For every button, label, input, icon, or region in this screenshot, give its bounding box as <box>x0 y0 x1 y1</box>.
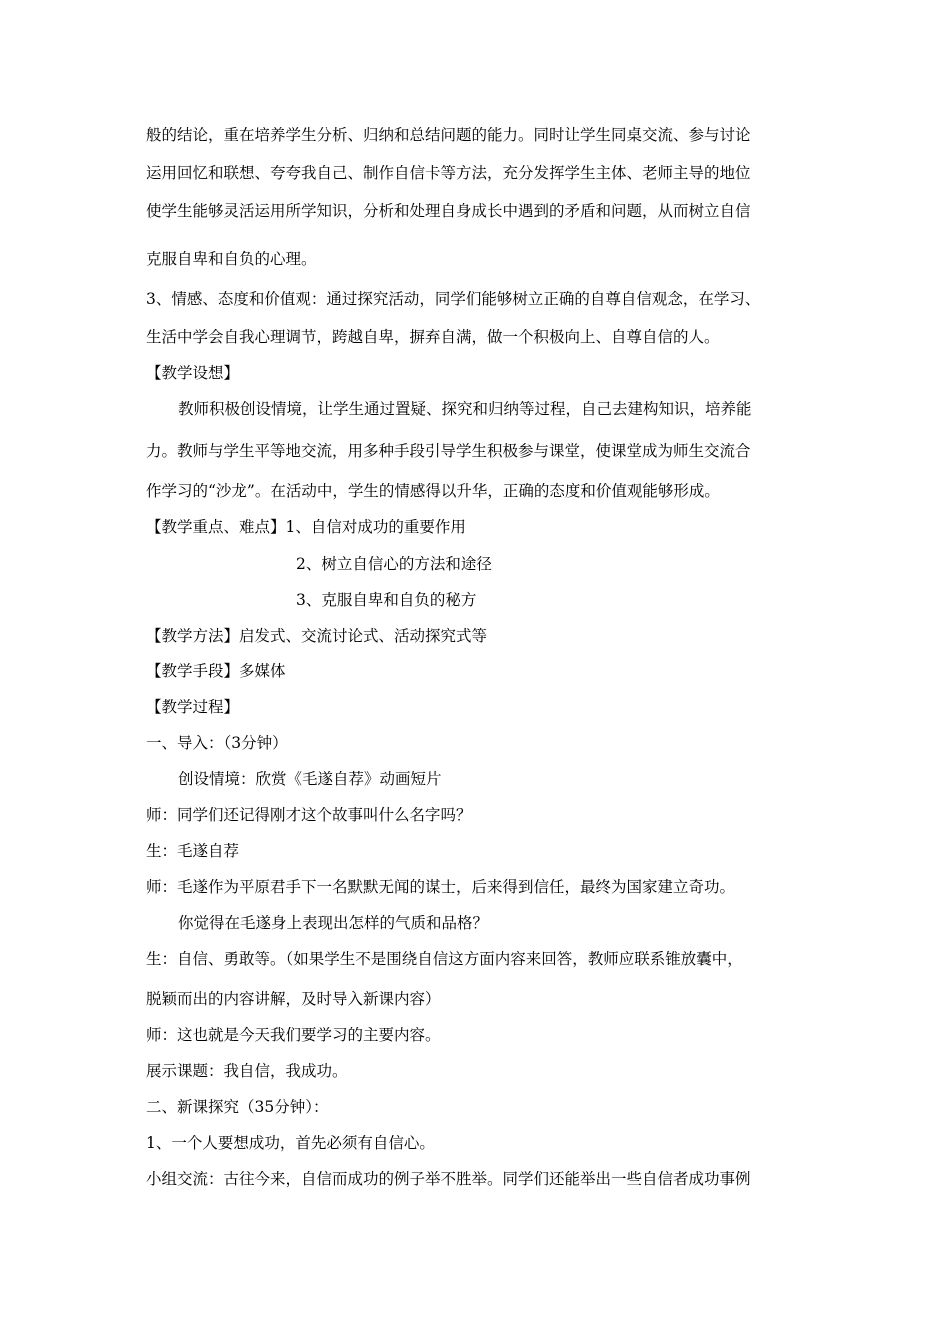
section-heading: 【教学手段】多媒体 <box>146 662 286 680</box>
text-line: 生：毛遂自荐 <box>146 842 240 860</box>
text-line: 师：这也就是今天我们要学习的主要内容。 <box>146 1026 441 1044</box>
text-line: 1、一个人要想成功，首先必须有自信心。 <box>146 1134 435 1152</box>
text-line: 你觉得在毛遂身上表现出怎样的气质和品格？ <box>178 914 489 932</box>
text-line: 运用回忆和联想、夸夸我自己、制作自信卡等方法，充分发挥学生主体、老师主导的地位 <box>146 164 751 182</box>
section-heading: 【教学过程】 <box>146 698 240 716</box>
text-line: 展示课题：我自信，我成功。 <box>146 1062 348 1080</box>
text-line: 教师积极创设情境，让学生通过置疑、探究和归纳等过程，自己去建构知识，培养能 <box>178 400 752 418</box>
text-line: 生活中学会自我心理调节，跨越自卑，摒弃自满，做一个积极向上、自尊自信的人。 <box>146 328 720 346</box>
text-line: 师：同学们还记得刚才这个故事叫什么名字吗？ <box>146 806 472 824</box>
text-line: 师：毛遂作为平原君手下一名默默无闻的谋士，后来得到信任，最终为国家建立奇功。 <box>146 878 736 896</box>
text-line: 使学生能够灵活运用所学知识，分析和处理自身成长中遇到的矛盾和问题，从而树立自信 <box>146 202 751 220</box>
text-line: 生：自信、勇敢等。（如果学生不是围绕自信这方面内容来回答，教师应联系锥放囊中， <box>146 950 743 968</box>
text-line: 创设情境：欣赏《毛遂自荐》动画短片 <box>178 770 442 788</box>
text-line: 作学习的“沙龙”。在活动中，学生的情感得以升华，正确的态度和价值观能够形成。 <box>146 482 720 500</box>
text-line: 小组交流：古往今来，自信而成功的例子举不胜举。同学们还能举出一些自信者成功事例 <box>146 1170 751 1188</box>
section-heading: 【教学重点、难点】1、自信对成功的重要作用 <box>146 518 466 536</box>
text-line: 脱颖而出的内容讲解，及时导入新课内容） <box>146 990 441 1008</box>
section-heading: 【教学设想】 <box>146 364 240 382</box>
text-line: 3、情感、态度和价值观：通过探究活动，同学们能够树立正确的自尊自信观念，在学习、 <box>146 290 761 308</box>
text-line: 二、新课探究（35分钟）： <box>146 1098 329 1116</box>
section-heading: 【教学方法】启发式、交流讨论式、活动探究式等 <box>146 627 488 645</box>
list-item: 3、克服自卑和自负的秘方 <box>296 591 477 609</box>
text-line: 力。教师与学生平等地交流，用多种手段引导学生积极参与课堂，使课堂成为师生交流合 <box>146 442 751 460</box>
list-item: 2、树立自信心的方法和途径 <box>296 555 492 573</box>
text-line: 般的结论，重在培养学生分析、归纳和总结问题的能力。同时让学生同桌交流、参与讨论 <box>146 126 751 144</box>
text-line: 一、导入：（3分钟） <box>146 734 288 752</box>
text-line: 克服自卑和自负的心理。 <box>146 250 317 268</box>
